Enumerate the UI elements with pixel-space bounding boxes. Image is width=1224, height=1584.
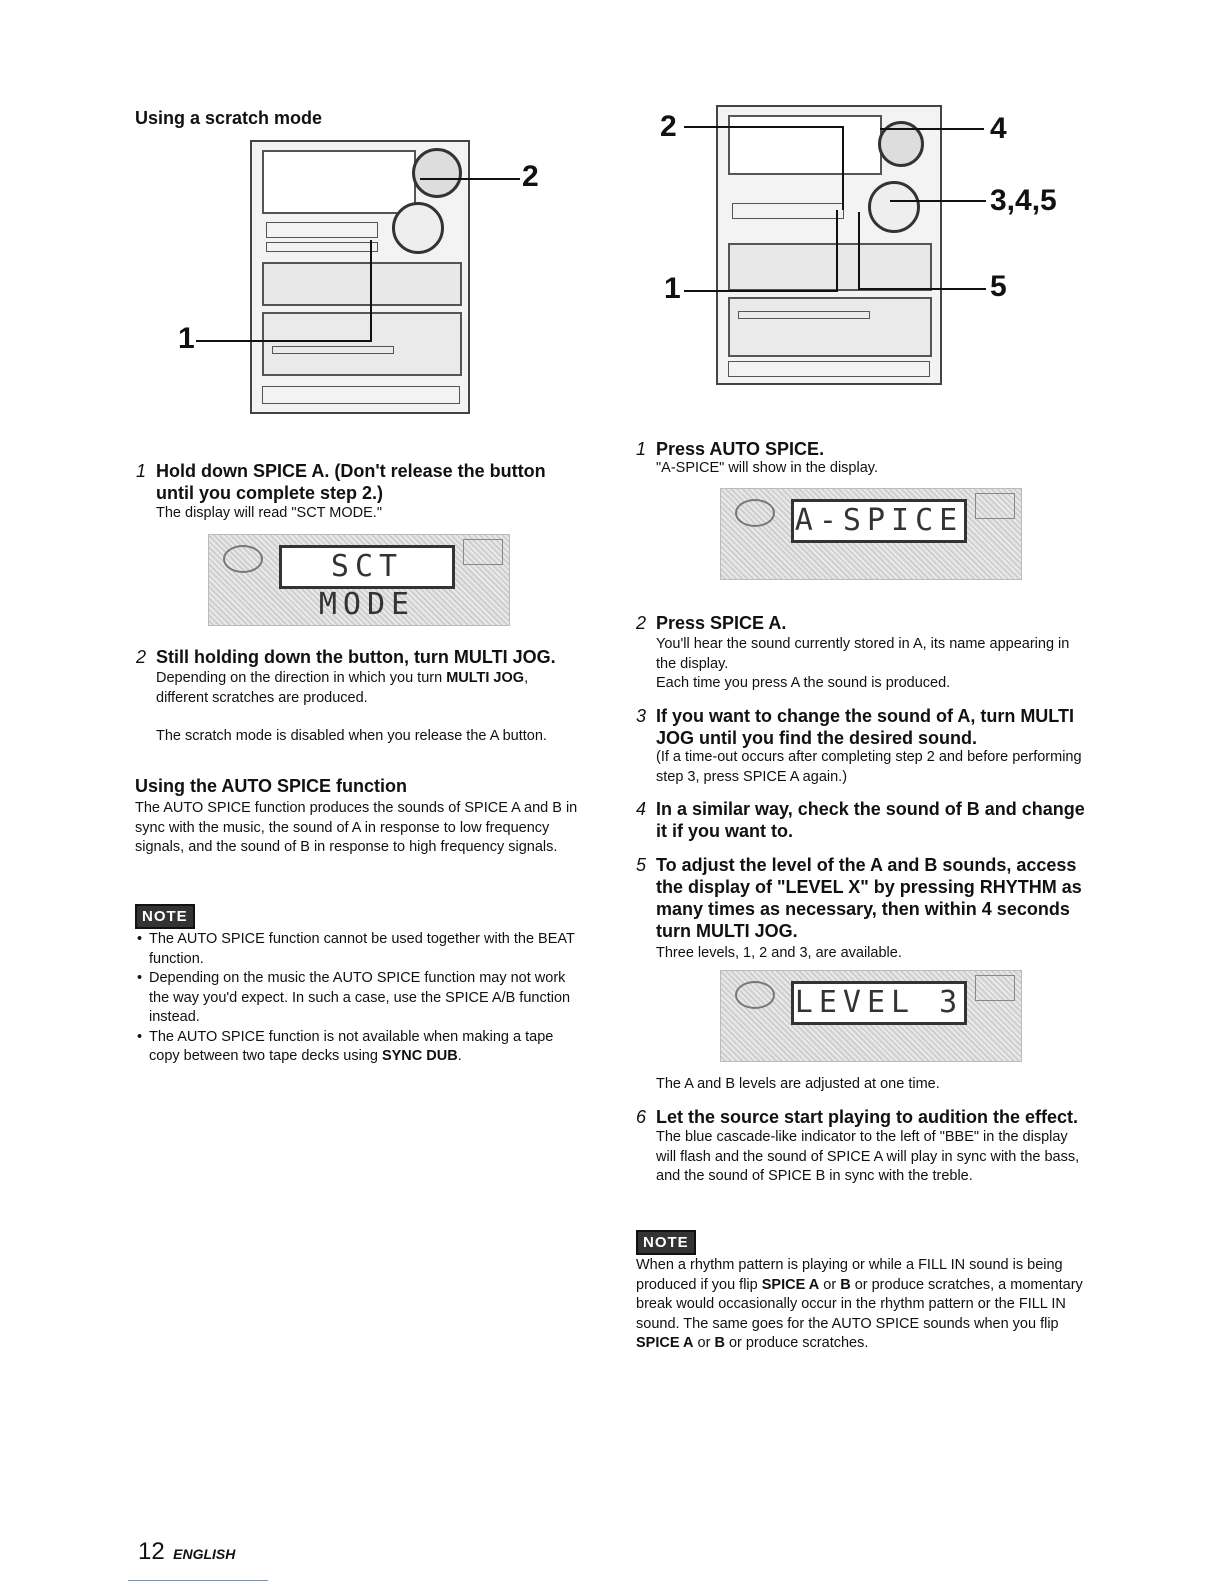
level-icon: [463, 539, 503, 565]
right-step-1: [636, 438, 1086, 460]
text-part: or: [819, 1276, 841, 1293]
callout-1: 1: [664, 272, 681, 305]
text-part: or produce scratches.: [724, 1335, 869, 1351]
left-step-1: [136, 460, 586, 504]
text-part: , different scratches are produced.: [156, 670, 529, 706]
level-icon: [975, 493, 1015, 519]
callout-4: 4: [990, 112, 1007, 145]
lcd-display-sct-mode: [208, 534, 510, 626]
text-part: or: [693, 1335, 715, 1351]
text-part: When a rhythm pattern is playing or while a FILL IN sound is being produced if you flip: [636, 1257, 1063, 1293]
step-title: Let the source start playing to audition the effect.: [656, 1107, 1079, 1127]
text-line: Each time you press A the sound is produced.: [656, 675, 951, 691]
right-step-2: [636, 612, 1086, 634]
text-bold: B: [714, 1335, 725, 1351]
step-number: 1: [136, 461, 147, 481]
text-bold: SPICE A: [761, 1276, 820, 1293]
right-step-3: [636, 705, 1086, 749]
section-title-scratch: Using a scratch mode: [135, 108, 323, 128]
right-step-5: [636, 854, 1086, 942]
lcd-screen-text: A-SPICE: [791, 499, 967, 543]
note-paragraph-right: [636, 1256, 1086, 1354]
text-line: You'll hear the sound currently stored in A, its name appearing in the display.: [656, 636, 1070, 672]
note-badge-left: [135, 904, 195, 929]
text-part: Depending on the direction in which you turn: [156, 670, 447, 686]
note-item: • The AUTO SPICE function cannot be used together with the BEAT function.: [135, 930, 585, 969]
level-icon: [975, 975, 1015, 1001]
stereo-unit-illustration: [250, 140, 470, 414]
callout-3-4-5: 3,4,5: [990, 184, 1057, 217]
note-badge-right: [636, 1230, 696, 1255]
right-step-6-text: The blue cascade-like indicator to the left of "BBE" in the display will flash and the sound of SPICE A will play in sync with the bass, and the sound of SPICE B in sync with the treble.: [656, 1129, 1080, 1184]
note-label: NOTE: [135, 904, 195, 929]
text-part: The AUTO SPICE function is not available when making a tape copy between two tape decks using: [149, 1028, 554, 1064]
step-number: 1: [636, 439, 647, 459]
step-number: 2: [636, 613, 647, 633]
left-step-2: [136, 646, 586, 668]
disc-icon: [735, 981, 775, 1009]
step-title: Press AUTO SPICE.: [656, 439, 825, 459]
step-title: In a similar way, check the sound of B and change it if you want to.: [656, 799, 1085, 841]
section-title-auto-spice: Using the AUTO SPICE function: [135, 776, 408, 796]
right-step-5-text: Three levels, 1, 2 and 3, are available.: [656, 945, 902, 961]
callout-2: 2: [660, 110, 677, 143]
callout-5: 5: [990, 270, 1007, 303]
disc-icon: [735, 499, 775, 527]
left-step-2-text: [156, 669, 584, 708]
step-title: To adjust the level of the A and B sounds, access the display of "LEVEL X" by pressing RHYTHM as many times as necessary, then within 4 seconds turn MULTI JOG.: [656, 855, 1082, 941]
language-label: ENGLISH: [173, 1546, 236, 1562]
lcd-display-level: [720, 970, 1022, 1062]
lcd-screen-text: SCT MODE: [279, 545, 455, 589]
step-title: If you want to change the sound of A, turn MULTI JOG until you find the desired sound.: [656, 706, 1074, 748]
step-number: 6: [636, 1107, 647, 1127]
text-bold: SPICE A: [636, 1335, 694, 1351]
right-step-6: [636, 1106, 1096, 1128]
text-part: .: [457, 1048, 462, 1064]
step-title: Press SPICE A.: [656, 613, 787, 633]
right-step-5-after: The A and B levels are adjusted at one time.: [656, 1076, 940, 1092]
text-bold: MULTI JOG: [446, 670, 525, 686]
page-number: 12: [138, 1538, 165, 1565]
right-step-3-text: (If a time-out occurs after completing step 2 and before performing step 3, press SPICE A again.): [656, 749, 1082, 785]
right-step-4: [636, 798, 1086, 842]
notes-list-left: [135, 930, 585, 1067]
note-item: [135, 1028, 585, 1067]
step-title: Still holding down the button, turn MULTI JOG.: [156, 647, 556, 667]
step-number: 4: [636, 799, 647, 819]
stereo-unit-illustration: [716, 105, 942, 385]
step-number: 5: [636, 855, 647, 875]
step-number: 2: [136, 647, 147, 667]
note-item: • Depending on the music the AUTO SPICE function may not work the way you'd expect. In such a case, use the SPICE A/B function instead.: [135, 969, 585, 1028]
left-step-2-note: The scratch mode is disabled when you release the A button.: [156, 728, 547, 744]
auto-spice-description: The AUTO SPICE function produces the sounds of SPICE A and B in sync with the music, the sound of A in response to low frequency signals, and the sound of B in response to high frequency signals.: [135, 800, 578, 855]
lcd-display-a-spice: [720, 488, 1022, 580]
page-footer: [138, 1538, 235, 1566]
step-title: Hold down SPICE A. (Don't release the button until you complete step 2.): [156, 461, 546, 503]
callout-2: 2: [522, 160, 539, 193]
step-number: 3: [636, 706, 647, 726]
footer-rule: [128, 1580, 268, 1581]
disc-icon: [223, 545, 263, 573]
note-label: NOTE: [636, 1230, 696, 1255]
text-bold: B: [840, 1276, 851, 1293]
left-step-1-text: The display will read "SCT MODE.": [156, 505, 382, 521]
text-part: or produce scratches, a momentary break would occasionally occur in the rhythm pattern or the FILL IN sound. The same goes for the AUTO SPICE sounds when you flip: [636, 1276, 1083, 1332]
lcd-screen-text: LEVEL 3: [791, 981, 967, 1025]
callout-1: 1: [178, 322, 195, 355]
right-step-1-text: "A-SPICE" will show in the display.: [656, 460, 878, 476]
text-bold: SYNC DUB: [381, 1048, 458, 1064]
right-step-2-text: [656, 635, 1086, 694]
